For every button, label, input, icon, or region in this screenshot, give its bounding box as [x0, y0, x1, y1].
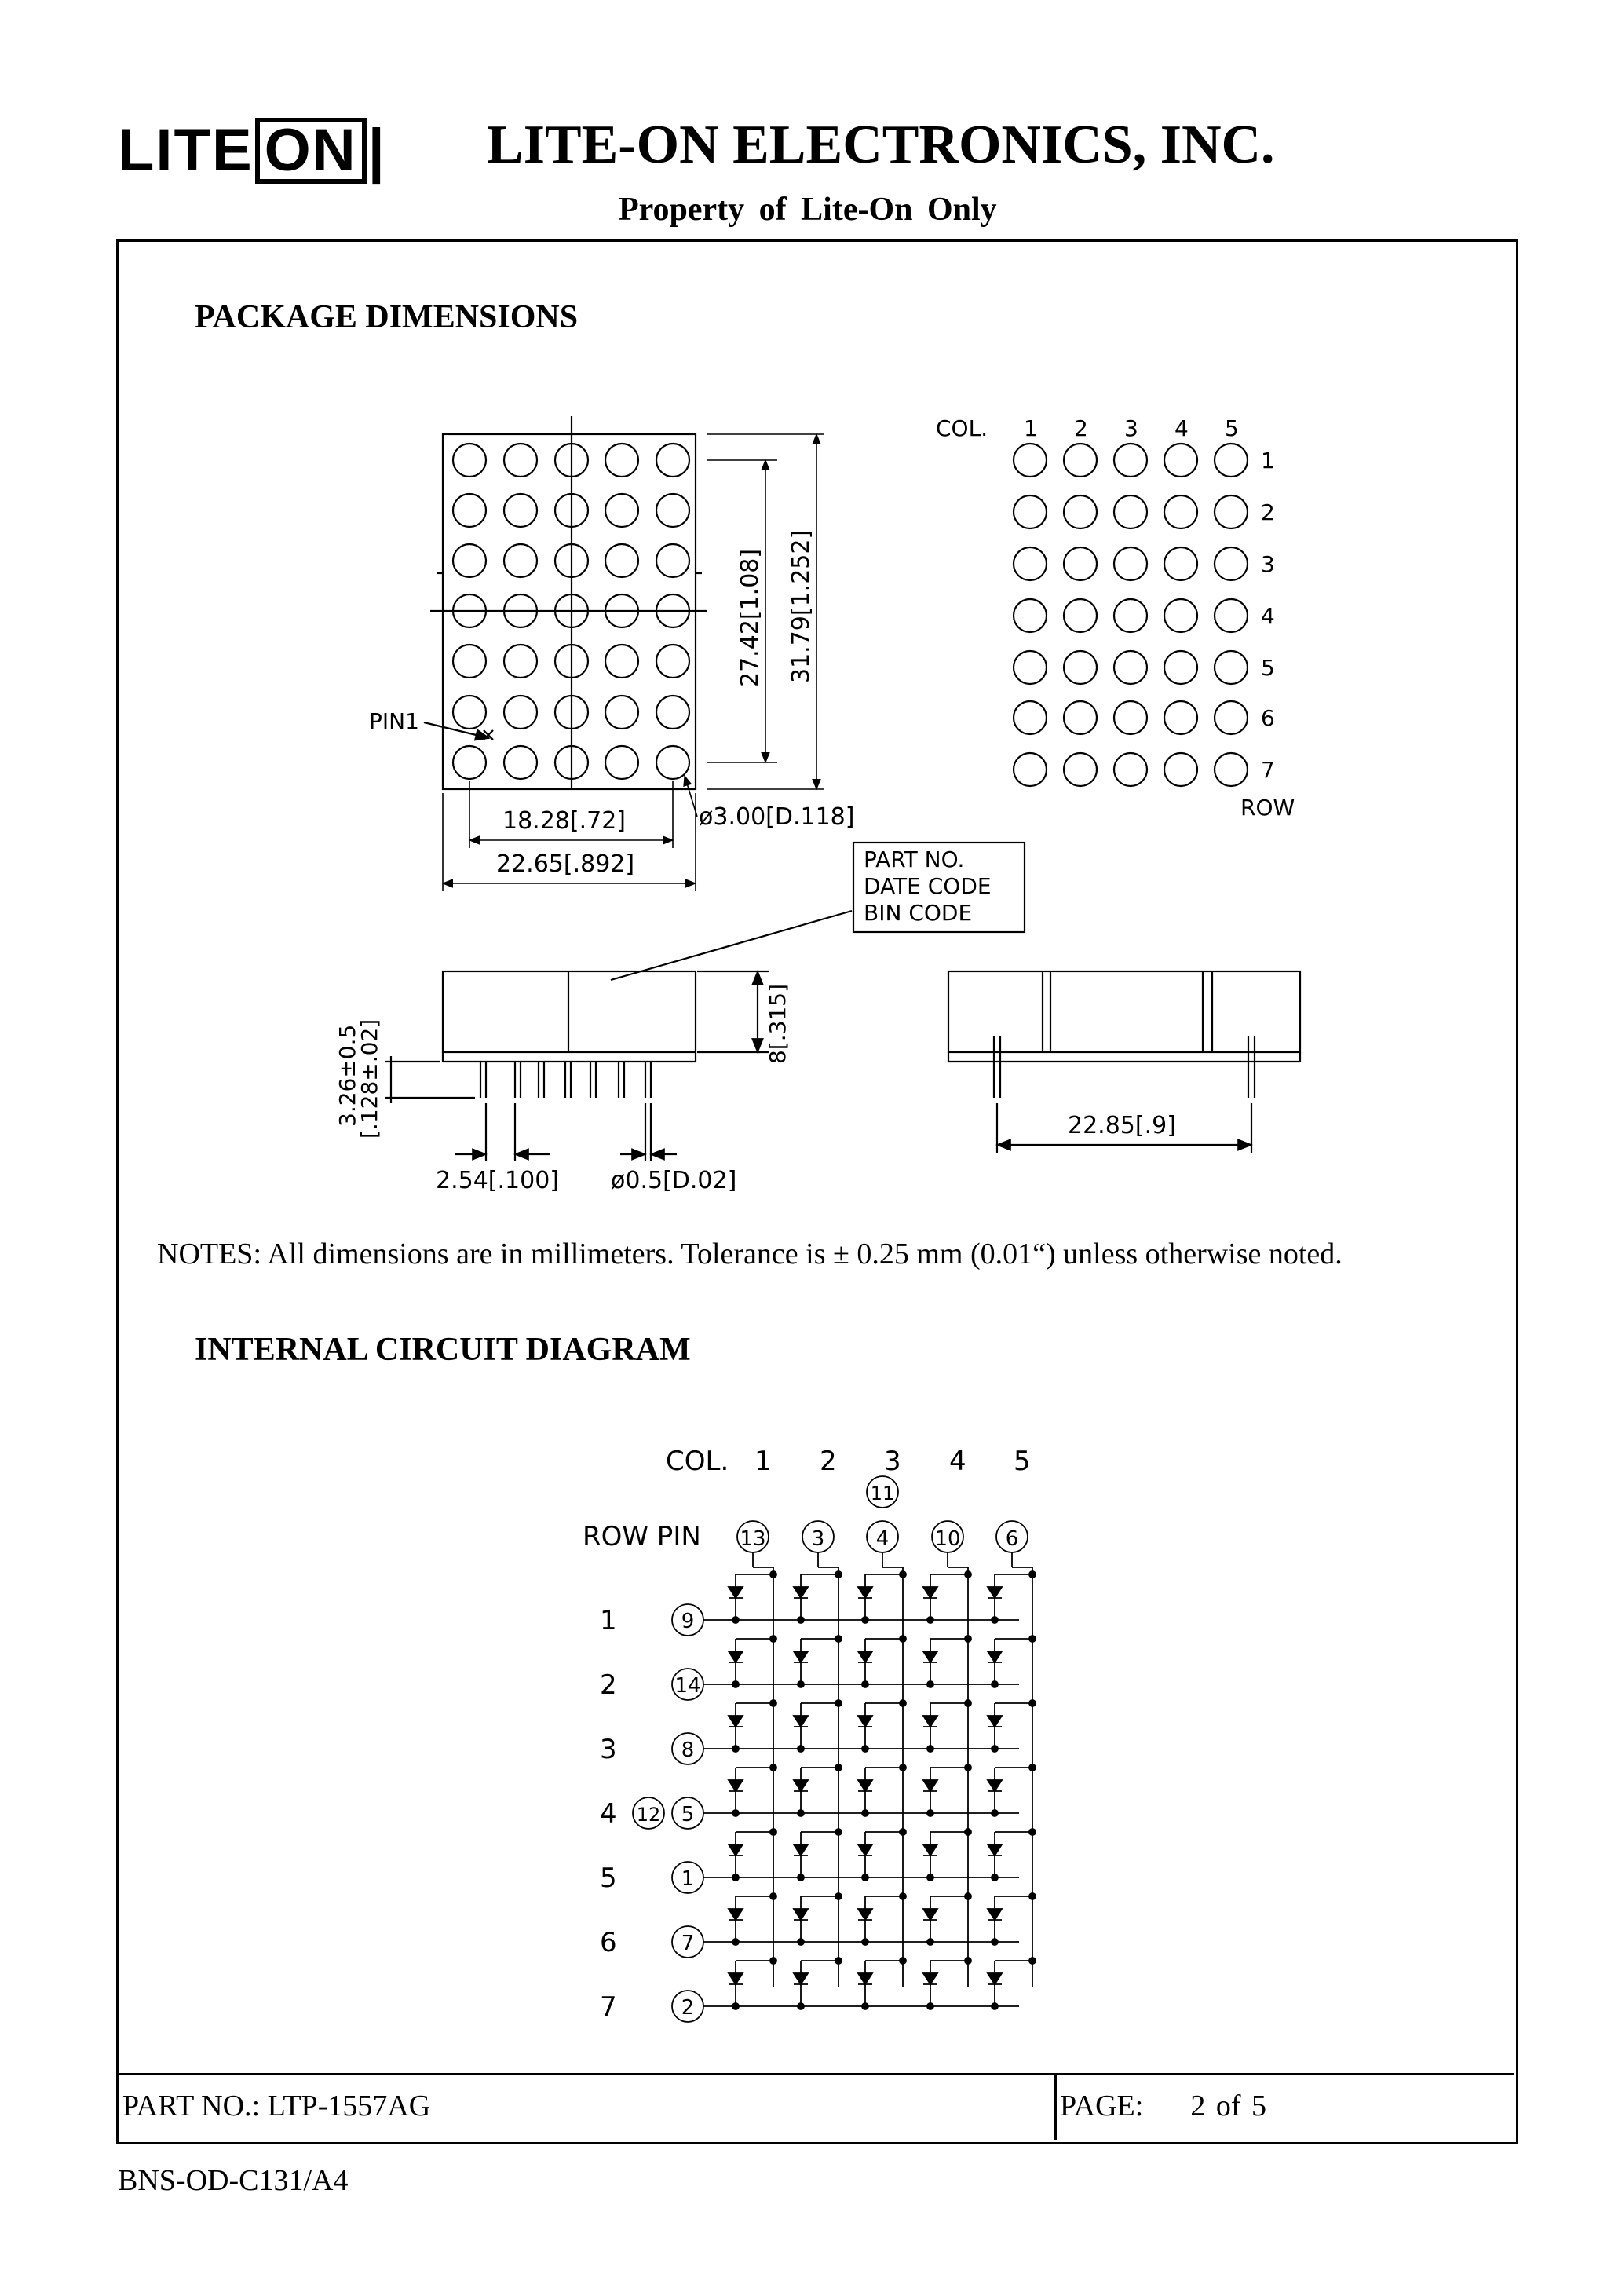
matrix-dot: [1014, 444, 1047, 477]
led-dot: [605, 494, 638, 527]
junction-dot: [770, 1764, 776, 1771]
junction-dot: [835, 1829, 842, 1835]
matrix-row-number: 1: [1261, 448, 1275, 473]
junction-dot: [927, 1874, 933, 1881]
matrix-dot: [1064, 547, 1097, 580]
led-dot: [605, 645, 638, 678]
led-diode: [794, 1716, 808, 1727]
label-box-line: PART NO.: [864, 846, 965, 872]
junction-dot: [965, 1764, 971, 1771]
matrix-dot: [1215, 701, 1248, 734]
row-pin-number: 5: [681, 1803, 695, 1826]
junction-dot: [927, 1617, 933, 1623]
led-dot: [504, 444, 537, 477]
matrix-dot: [1114, 701, 1147, 734]
led-dot: [605, 746, 638, 779]
led-dot: [605, 444, 638, 477]
side-views: [334, 971, 1300, 1194]
junction-dot: [965, 1829, 971, 1835]
junction-dot: [992, 1939, 998, 1945]
junction-dot: [992, 1617, 998, 1623]
junction-dot: [965, 1893, 971, 1899]
led-dot: [656, 444, 689, 477]
junction-dot: [927, 1810, 933, 1816]
circuit-row-number: 1: [600, 1605, 617, 1636]
junction-dot: [1029, 1829, 1036, 1835]
led-dot: [453, 544, 486, 577]
led-diode: [794, 1651, 808, 1662]
circuit-row-number: 2: [600, 1669, 617, 1701]
matrix-dot: [1164, 599, 1197, 632]
dim-width-inner: 18.28[.72]: [502, 807, 627, 835]
matrix-col-number: 2: [1074, 415, 1088, 441]
junction-dot: [927, 1939, 933, 1945]
col-pin-number: 13: [740, 1527, 766, 1551]
junction-dot: [1029, 1571, 1036, 1578]
matrix-col-label: COL.: [936, 415, 988, 441]
matrix-dot: [1164, 547, 1197, 580]
led-dot: [656, 696, 689, 729]
junction-dot: [965, 1700, 971, 1706]
junction-dot: [927, 2003, 933, 2009]
led-diode: [858, 1651, 872, 1662]
circuit-col-number: 4: [949, 1446, 966, 1477]
matrix-dot: [1064, 495, 1097, 528]
matrix-dot: [1114, 547, 1147, 580]
junction-dot: [900, 1893, 906, 1899]
junction-dot: [900, 1829, 906, 1835]
led-diode: [923, 1587, 937, 1598]
led-diode: [794, 1780, 808, 1791]
junction-dot: [732, 2003, 739, 2009]
led-dot: [504, 494, 537, 527]
circuit-row-number: 3: [600, 1734, 617, 1765]
matrix-dot: [1114, 495, 1147, 528]
matrix-dot: [1215, 599, 1248, 632]
led-dot: [453, 444, 486, 477]
page-label: PAGE:: [1060, 2089, 1144, 2122]
pin1-dot: [453, 746, 486, 779]
footer-divider: [116, 2073, 1514, 2075]
logo-bar: |: [367, 117, 386, 184]
junction-dot: [900, 1700, 906, 1706]
matrix-row-number: 6: [1261, 705, 1275, 731]
junction-dot: [900, 1764, 906, 1771]
junction-dot: [862, 1617, 868, 1623]
matrix-dot: [1014, 701, 1047, 734]
junction-dot: [927, 1746, 933, 1752]
led-diode: [923, 1909, 937, 1920]
matrix-dot: [1064, 599, 1097, 632]
led-diode: [988, 1587, 1002, 1598]
led-dot: [504, 696, 537, 729]
junction-dot: [770, 1958, 776, 1964]
led-dot: [453, 645, 486, 678]
junction-dot: [862, 1810, 868, 1816]
junction-dot: [770, 1829, 776, 1835]
junction-dot: [770, 1636, 776, 1642]
col-pin-number: 4: [875, 1527, 890, 1551]
circuit-col-number: 3: [884, 1446, 901, 1477]
junction-dot: [732, 1746, 739, 1752]
junction-dot: [992, 1810, 998, 1816]
logo-text-lite: LITE: [118, 117, 254, 184]
led-diode: [988, 1844, 1002, 1855]
junction-dot: [1029, 1700, 1036, 1706]
led-diode: [729, 1909, 743, 1920]
matrix-dot: [1114, 599, 1147, 632]
matrix-dot: [1164, 753, 1197, 786]
led-diode: [988, 1973, 1002, 1984]
led-diode: [923, 1716, 937, 1727]
led-dot: [656, 494, 689, 527]
dim-row-spacing: 22.85[.9]: [1068, 1112, 1176, 1139]
row-pin-number: 1: [681, 1867, 695, 1891]
junction-dot: [1029, 1958, 1036, 1964]
dim-pin-pitch: 2.54[.100]: [436, 1167, 560, 1194]
matrix-dot: [1164, 651, 1197, 684]
led-dot: [656, 645, 689, 678]
junction-dot: [835, 1700, 842, 1706]
led-dot: [656, 544, 689, 577]
dim-height-inner: 27.42[1.08]: [736, 548, 764, 687]
junction-dot: [798, 2003, 804, 2009]
matrix-dot: [1215, 753, 1248, 786]
dim-body-height: 8[.315]: [765, 983, 791, 1064]
junction-dot: [862, 2003, 868, 2009]
junction-dot: [992, 1874, 998, 1881]
junction-dot: [732, 1810, 739, 1816]
matrix-dot: [1114, 651, 1147, 684]
junction-dot: [835, 1571, 842, 1578]
matrix-row-number: 2: [1261, 499, 1275, 525]
junction-dot: [965, 1636, 971, 1642]
circuit-col-number: 1: [754, 1446, 772, 1477]
junction-dot: [992, 1746, 998, 1752]
col-pin-number: 3: [811, 1527, 825, 1551]
internal-circuit-heading: INTERNAL CIRCUIT DIAGRAM: [195, 1332, 691, 1368]
junction-dot: [927, 1681, 933, 1687]
dim-dot-diameter: ø3.00[D.118]: [699, 803, 855, 831]
junction-dot: [770, 1893, 776, 1899]
circuit-row-number: 4: [600, 1798, 617, 1830]
led-diode: [858, 1844, 872, 1855]
matrix-row-number: 7: [1261, 757, 1275, 783]
junction-dot: [770, 1571, 776, 1578]
junction-dot: [770, 1700, 776, 1706]
pin-matrix-view: [611, 415, 1295, 980]
row-pin-number: 2: [681, 1996, 695, 2020]
property-notice: Property of Lite-On Only: [619, 192, 997, 228]
dim-pin-length-mm: 3.26±0.5: [334, 1024, 360, 1127]
led-diode: [858, 1973, 872, 1984]
dim-pin-dia: ø0.5[D.02]: [611, 1167, 737, 1194]
junction-dot: [732, 1617, 739, 1623]
row-pin-number: 14: [674, 1674, 701, 1698]
junction-dot: [1029, 1893, 1036, 1899]
junction-dot: [835, 1893, 842, 1899]
row4-extra-pin-number: 12: [636, 1804, 661, 1826]
circuit-diagram: [583, 1446, 1036, 2023]
matrix-dot: [1215, 547, 1248, 580]
circuit-row-number: 6: [600, 1927, 617, 1958]
end-body: [948, 971, 1300, 1052]
junction-dot: [992, 2003, 998, 2009]
led-diode: [729, 1973, 743, 1984]
matrix-dot: [1014, 547, 1047, 580]
junction-dot: [992, 1681, 998, 1687]
document-id: BNS-OD-C131/A4: [118, 2164, 349, 2197]
matrix-dot: [1064, 444, 1097, 477]
dim-height-outer: 31.79[1.252]: [787, 529, 815, 683]
led-diode: [858, 1587, 872, 1598]
led-diode: [794, 1909, 808, 1920]
package-dimensions-heading: PACKAGE DIMENSIONS: [195, 299, 579, 335]
junction-dot: [1029, 1636, 1036, 1642]
label-box-line: BIN CODE: [864, 900, 973, 926]
dim-pin-length-in: [.128±.02]: [356, 1018, 382, 1139]
led-diode: [729, 1651, 743, 1662]
led-dot: [504, 544, 537, 577]
matrix-col-number: 1: [1024, 415, 1038, 441]
matrix-dot: [1064, 753, 1097, 786]
led-diode: [923, 1780, 937, 1791]
matrix-col-number: 4: [1174, 415, 1189, 441]
junction-dot: [1029, 1764, 1036, 1771]
junction-dot: [862, 1746, 868, 1752]
led-diode: [794, 1844, 808, 1855]
junction-dot: [835, 1764, 842, 1771]
matrix-col-number: 5: [1225, 415, 1239, 441]
junction-dot: [732, 1681, 739, 1687]
matrix-dot: [1014, 495, 1047, 528]
matrix-dot: [1014, 753, 1047, 786]
junction-dot: [798, 1939, 804, 1945]
junction-dot: [900, 1958, 906, 1964]
junction-dot: [900, 1636, 906, 1642]
led-diode: [729, 1716, 743, 1727]
label-leader: [611, 911, 852, 980]
part-number: PART NO.: LTP-1557AG: [122, 2089, 431, 2122]
led-diode: [858, 1716, 872, 1727]
junction-dot: [965, 1571, 971, 1578]
circuit-row-pin-label: ROW PIN: [583, 1521, 701, 1552]
junction-dot: [798, 1681, 804, 1687]
notes-text: NOTES: All dimensions are in millimeters. Tolerance is ± 0.25 mm (0.01“) unless otherwise noted.: [157, 1238, 1343, 1270]
junction-dot: [900, 1571, 906, 1578]
matrix-row-number: 4: [1261, 603, 1275, 629]
label-box-line: DATE CODE: [864, 873, 992, 899]
led-diode: [923, 1844, 937, 1855]
led-diode: [729, 1587, 743, 1598]
row-pin-number: 9: [681, 1610, 695, 1633]
matrix-dot: [1164, 495, 1197, 528]
matrix-dot: [1215, 651, 1248, 684]
matrix-dot: [1064, 701, 1097, 734]
junction-dot: [798, 1617, 804, 1623]
matrix-dot: [1064, 651, 1097, 684]
row-pin-number: 7: [681, 1932, 695, 1955]
led-diode: [794, 1587, 808, 1598]
footer-column-divider: [1054, 2073, 1057, 2140]
led-dot: [453, 494, 486, 527]
led-diode: [729, 1780, 743, 1791]
matrix-dot: [1164, 444, 1197, 477]
junction-dot: [798, 1874, 804, 1881]
matrix-dot: [1014, 599, 1047, 632]
front-view: [369, 416, 707, 789]
circuit-col-label: COL.: [666, 1446, 729, 1477]
junction-dot: [835, 1636, 842, 1642]
led-dot: [504, 645, 537, 678]
led-diode: [923, 1973, 937, 1984]
led-dot: [656, 746, 689, 779]
page-indicator: [1060, 2089, 1266, 2123]
matrix-dot: [1014, 651, 1047, 684]
junction-dot: [862, 1681, 868, 1687]
circuit-row-number: 5: [600, 1863, 617, 1894]
junction-dot: [862, 1874, 868, 1881]
matrix-row-number: 5: [1261, 655, 1275, 681]
led-dot: [453, 696, 486, 729]
matrix-row-number: 3: [1261, 551, 1275, 577]
col-pin-number: 10: [934, 1527, 961, 1551]
pin1-label: PIN1: [369, 708, 419, 734]
circuit-row-number: 7: [600, 1991, 617, 2023]
junction-dot: [965, 1958, 971, 1964]
led-diode: [729, 1844, 743, 1855]
row-pin-number: 8: [681, 1738, 695, 1762]
junction-dot: [798, 1810, 804, 1816]
matrix-dot: [1114, 444, 1147, 477]
matrix-col-number: 3: [1124, 415, 1138, 441]
junction-dot: [835, 1958, 842, 1964]
matrix-dot: [1215, 444, 1248, 477]
page-value: 2 of 5: [1190, 2089, 1266, 2122]
junction-dot: [862, 1939, 868, 1945]
junction-dot: [798, 1746, 804, 1752]
matrix-dot: [1164, 701, 1197, 734]
led-diode: [923, 1651, 937, 1662]
circuit-col-number: 2: [820, 1446, 837, 1477]
led-diode: [988, 1780, 1002, 1791]
matrix-row-label: ROW: [1240, 795, 1295, 821]
led-dot: [605, 696, 638, 729]
led-diode: [858, 1909, 872, 1920]
circuit-col-number: 5: [1014, 1446, 1031, 1477]
led-dot: [504, 746, 537, 779]
led-diode: [988, 1909, 1002, 1920]
led-diode: [794, 1973, 808, 1984]
col3-extra-pin-number: 11: [870, 1483, 895, 1504]
company-name: LITE-ON ELECTRONICS, INC.: [487, 115, 1275, 175]
led-diode: [988, 1716, 1002, 1727]
dim-width-outer: 22.65[.892]: [496, 850, 635, 878]
led-diode: [858, 1780, 872, 1791]
junction-dot: [732, 1939, 739, 1945]
junction-dot: [732, 1874, 739, 1881]
led-diode: [988, 1651, 1002, 1662]
matrix-dot: [1114, 753, 1147, 786]
matrix-dot: [1215, 495, 1248, 528]
led-dot: [605, 544, 638, 577]
logo-text-on: ON: [255, 118, 367, 184]
col-pin-number: 6: [1005, 1527, 1019, 1551]
